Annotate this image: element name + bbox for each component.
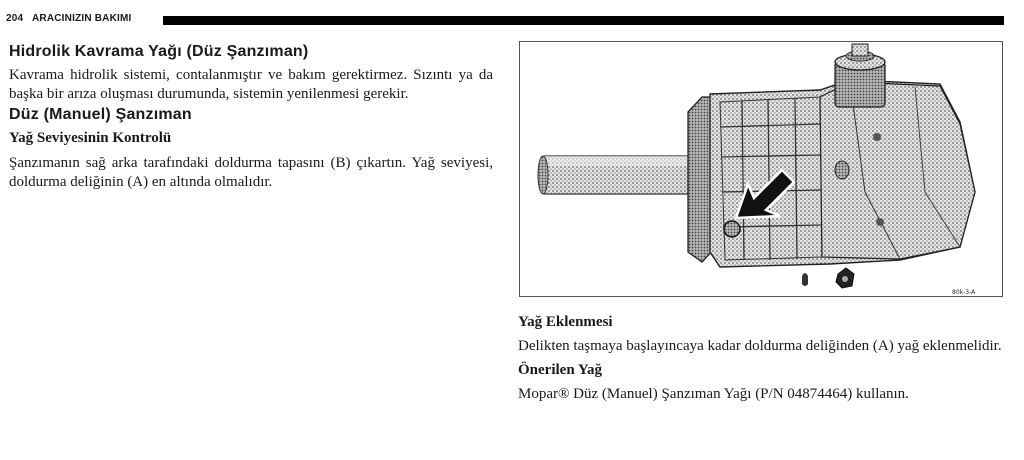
adding-heading: Yağ Eklenmesi bbox=[518, 314, 613, 330]
right-column bbox=[518, 312, 1002, 407]
clutch-fluid-text: Kavrama hidrolik sistemi, contalanmıştır ve bakım gerektirmez. Sızıntı ya da başka bir arıza oluşması durumunda, sistemin yenilenmesi gerekir. bbox=[9, 67, 493, 102]
manual-transmission-heading: Düz (Manuel) Şanzıman bbox=[9, 106, 192, 123]
level-check-text: Şanzımanın sağ arka tarafındaki doldurma tapasını (B) çıkartın. Yağ seviyesi, doldurma deliğinin (A) en altında olmalıdır. bbox=[9, 155, 493, 190]
transmission-figure bbox=[519, 41, 1003, 297]
adding-text: Delikten taşmaya başlayıncaya kadar doldurma deliğinden (A) yağ eklenmelidir. bbox=[518, 338, 1002, 354]
section-title: ARACINIZIN BAKIMI bbox=[32, 13, 132, 24]
page-header bbox=[6, 13, 1004, 27]
shift-tower bbox=[835, 44, 885, 107]
page-number: 204 bbox=[6, 13, 24, 24]
fill-hole bbox=[724, 221, 740, 237]
level-check-heading: Yağ Seviyesinin Kontrolü bbox=[9, 130, 172, 146]
figure-code: 80k-3-A bbox=[952, 289, 976, 296]
header-rule bbox=[163, 16, 1004, 25]
recommended-heading: Önerilen Yağ bbox=[518, 362, 603, 378]
removed-plug bbox=[802, 268, 854, 288]
recommended-text: Mopar® Düz (Manuel) Şanzıman Yağı (P/N 04874464) kullanın. bbox=[518, 386, 909, 402]
transmission-illustration bbox=[520, 42, 1002, 296]
left-column bbox=[9, 42, 493, 192]
clutch-fluid-heading: Hidrolik Kavrama Yağı (Düz Şanzıman) bbox=[9, 43, 309, 60]
input-shaft bbox=[538, 156, 691, 194]
transmission-case bbox=[710, 80, 975, 267]
